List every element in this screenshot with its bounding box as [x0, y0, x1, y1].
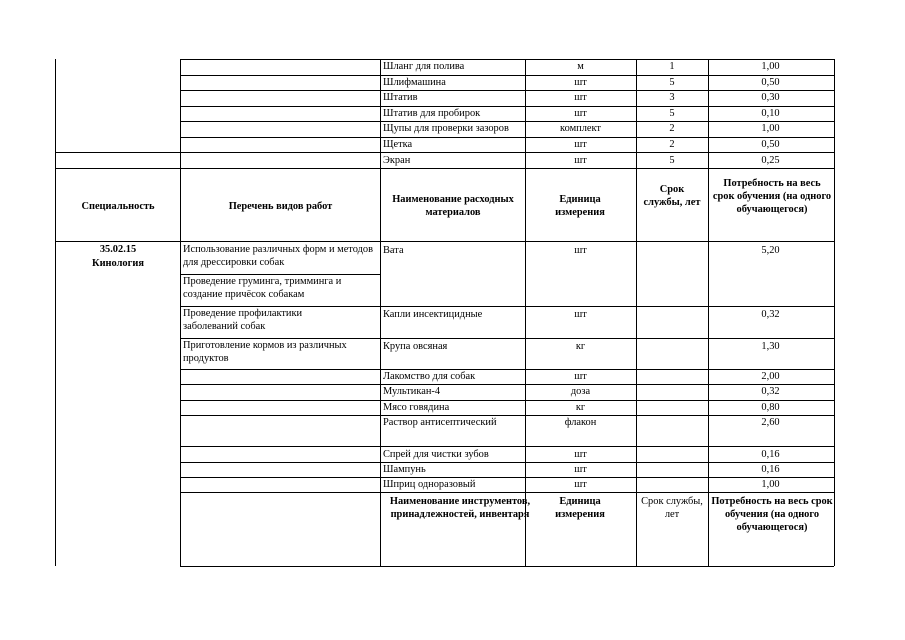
grid-line: [180, 566, 834, 567]
specialty-name: Кинология: [92, 258, 144, 269]
material-unit: кг: [575, 341, 586, 352]
header-life: Срок службы, лет: [643, 184, 701, 208]
item-name: Шлифмашина: [383, 77, 446, 88]
grid-line: [380, 59, 381, 566]
footer-header-need: Потребность на весь срок обучения (на одного обучающегося): [711, 496, 833, 533]
item-need: 0,25: [761, 155, 780, 166]
material-unit: шт: [574, 371, 587, 382]
item-unit: комплект: [560, 123, 601, 134]
header-specialty: Специальность: [81, 201, 155, 212]
material-name: Мультикан-4: [383, 386, 441, 397]
work-item: Приготовление кормов из различных продуктов: [183, 340, 347, 364]
item-life: 1: [669, 61, 675, 72]
material-unit: шт: [574, 464, 587, 475]
grid-line: [180, 492, 834, 493]
item-name: Штатив: [383, 92, 418, 103]
material-name: Лакомство для собак: [383, 371, 476, 382]
material-name: Спрей для чистки зубов: [383, 449, 489, 460]
item-life: 5: [669, 108, 675, 119]
material-unit: шт: [574, 309, 587, 320]
material-need: 1,30: [761, 341, 780, 352]
item-need: 0,50: [761, 139, 780, 150]
material-need: 2,00: [761, 371, 780, 382]
footer-header-tools: Наименование инструментов, принадлежностей, инвентаря: [389, 496, 531, 520]
material-name: Вата: [383, 245, 404, 256]
material-name: Шприц одноразовый: [383, 479, 476, 490]
material-need: 0,16: [761, 449, 780, 460]
item-unit: шт: [574, 92, 587, 103]
grid-line: [180, 59, 181, 566]
material-unit: флакон: [564, 417, 597, 428]
material-unit: доза: [570, 386, 591, 397]
item-need: 1,00: [761, 123, 780, 134]
material-need: 1,00: [761, 479, 780, 490]
grid-line: [55, 241, 834, 242]
work-item: Проведение груминга, тримминга и создание причёсок собакам: [183, 276, 342, 300]
material-unit: шт: [574, 479, 587, 490]
header-need: Потребность на весь срок обучения (на одного обучающегося): [712, 178, 832, 215]
material-unit: шт: [574, 245, 587, 256]
item-life: 3: [669, 92, 675, 103]
specialty-code: 35.02.15: [99, 244, 137, 255]
footer-header-life: Срок службы, лет: [641, 496, 703, 520]
grid-line: [55, 168, 834, 169]
item-life: 2: [669, 123, 675, 134]
item-need: 1,00: [761, 61, 780, 72]
work-item: Использование различных форм и методов для дрессировки собак: [183, 244, 373, 268]
material-need: 0,32: [761, 386, 780, 397]
item-life: 5: [669, 77, 675, 88]
material-name: Мясо говядина: [383, 402, 450, 413]
grid-line: [55, 152, 834, 153]
grid-line: [636, 59, 637, 566]
item-need: 0,30: [761, 92, 780, 103]
item-unit: шт: [574, 139, 587, 150]
material-name: Капли инсектицидные: [383, 309, 483, 320]
material-need: 2,60: [761, 417, 780, 428]
item-unit: м: [577, 61, 584, 72]
grid-line: [55, 59, 56, 566]
material-need: 0,80: [761, 402, 780, 413]
item-name: Экран: [383, 155, 411, 166]
header-works: Перечень видов работ: [228, 201, 333, 212]
grid-line: [180, 446, 834, 447]
material-name: Шампунь: [383, 464, 426, 475]
footer-header-unit: Единица измерения: [555, 496, 605, 520]
material-need: 5,20: [761, 245, 780, 256]
header-unit: Единица измерения: [555, 194, 605, 218]
work-item: Проведение профилактики заболеваний собак: [183, 308, 303, 332]
item-name: Шланг для полива: [383, 61, 465, 72]
header-materials: Наименование расходных материалов: [392, 194, 514, 218]
material-name: Крупа овсяная: [383, 341, 448, 352]
item-need: 0,50: [761, 77, 780, 88]
item-unit: шт: [574, 155, 587, 166]
item-life: 5: [669, 155, 675, 166]
material-need: 0,32: [761, 309, 780, 320]
grid-line: [834, 59, 835, 566]
item-unit: шт: [574, 108, 587, 119]
material-unit: кг: [575, 402, 586, 413]
item-unit: шт: [574, 77, 587, 88]
material-name: Раствор антисептический: [383, 417, 497, 428]
material-need: 0,16: [761, 464, 780, 475]
item-name: Штатив для пробирок: [383, 108, 481, 119]
material-unit: шт: [574, 449, 587, 460]
item-name: Щетка: [383, 139, 413, 150]
item-life: 2: [669, 139, 675, 150]
item-name: Щупы для проверки зазоров: [383, 123, 509, 134]
item-need: 0,10: [761, 108, 780, 119]
